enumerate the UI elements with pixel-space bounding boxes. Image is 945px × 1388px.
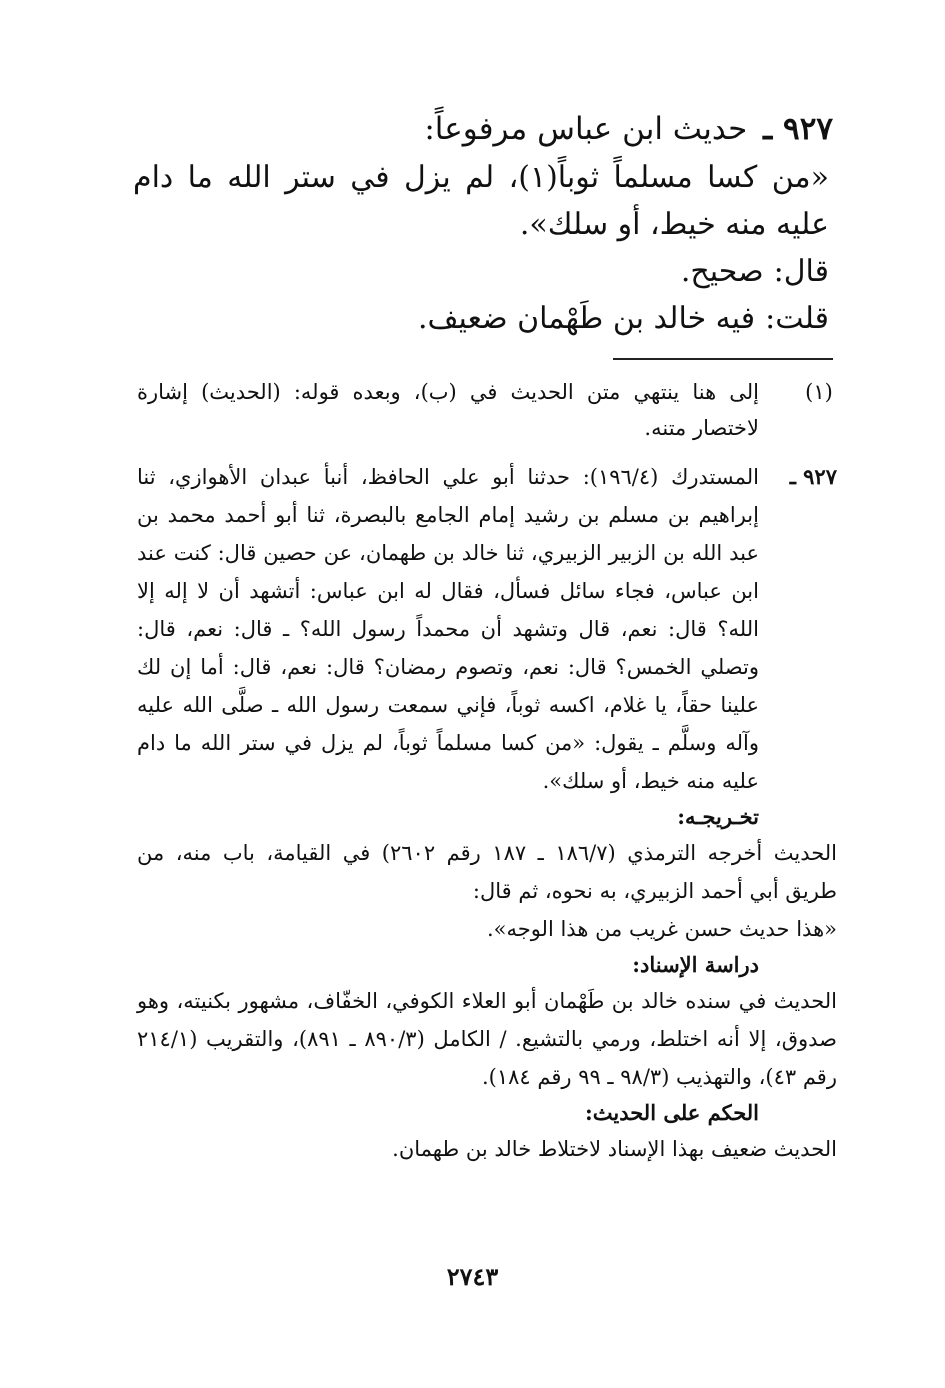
footnote-divider	[613, 358, 833, 360]
hukm-heading: الحكم على الحديث:	[585, 1100, 759, 1125]
footnote-marker: (١)	[805, 380, 833, 404]
takhrij-heading: تخـريجـه:	[677, 804, 759, 829]
hadith-title: حديث ابن عباس مرفوعاً:	[424, 111, 748, 147]
qultu-value: فيه خالد بن طَهْمان ضعيف.	[417, 301, 756, 336]
footnote	[137, 374, 837, 446]
commentary-source: المستدرك (١٩٦/٤): حدثنا أبو علي الحافظ، أنبأ عبدان الأهوازي، ثنا إبراهيم بن مسلم بن رشيد إمام الجامع بالبصرة، ثنا أبو أحمد محمد بن عبد الله بن الزبير الزبيري، ثنا خالد بن طهمان، عن حصين قال: كنت عند ابن عباس، فجاء سائل فسأل، فقال له ابن عباس: أتشهد أن لا إله إلا الله؟ قال: نعم، قال وتشهد أن محمداً رسول الله؟ ـ قال: نعم، قال: وتصلي الخمس؟ قال: نعم، وتصوم رمضان؟ قال: نعم، قال: أما إن لك علينا حقاً، يا غلام، اكسه ثوباً، فإني سمعت رسول الله ـ صلَّى الله عليه وآله وسلَّم ـ يقول: «من كسا مسلماً ثوباً، لم يزل في ستر الله ما دام عليه منه خيط، أو سلك».	[137, 465, 759, 793]
takhrij-text: الحديث أخرجه الترمذي (١٨٦/٧ ـ ١٨٧ رقم ٢٦٠٢) في القيامة، باب منه، من طريق أبي أحمد الزبيري، به نحوه، ثم قال:	[137, 841, 837, 903]
qultu-label: قلت:	[765, 301, 829, 336]
hadith-number: ٩٢٧ ـ	[763, 111, 833, 147]
isnad-heading: دراسة الإسناد:	[632, 952, 759, 977]
hukm-text: الحديث ضعيف بهذا الإسناد لاختلاط خالد بن طهمان.	[392, 1137, 837, 1161]
hadith-heading	[133, 104, 833, 154]
commentary-number: ٩٢٧ ـ	[789, 464, 837, 489]
author-verdict	[133, 295, 829, 342]
qal-value: صحيح.	[680, 254, 764, 289]
commentary	[137, 458, 837, 1168]
isnad-text: الحديث في سنده خالد بن طَهْمان أبو العلاء الكوفي، الخفّاف، مشهور بكنيته، وهو صدوق، إلا أنه اختلط، ورمي بالتشيع. / الكامل (٨٩٠/٣ ـ ٨٩١)، والتقريب (٢١٤/١ رقم ٤٣)، والتهذيب (٩٨/٣ ـ ٩٩ رقم ١٨٤).	[137, 989, 837, 1089]
qal-label: قال:	[773, 254, 829, 289]
page-number: ٢٧٤٣	[446, 1262, 499, 1291]
takhrij-quote: «هذا حديث حسن غريب من هذا الوجه».	[486, 917, 837, 941]
footnote-text: إلى هنا ينتهي متن الحديث في (ب)، وبعده قوله: (الحديث) إشارة لاختصار متنه.	[137, 380, 759, 440]
hakim-verdict	[133, 248, 829, 295]
hadith-text: «من كسا مسلماً ثوباً(١)، لم يزل في ستر الله ما دام عليه منه خيط، أو سلك».	[133, 160, 829, 242]
hadith-entry	[133, 104, 833, 342]
